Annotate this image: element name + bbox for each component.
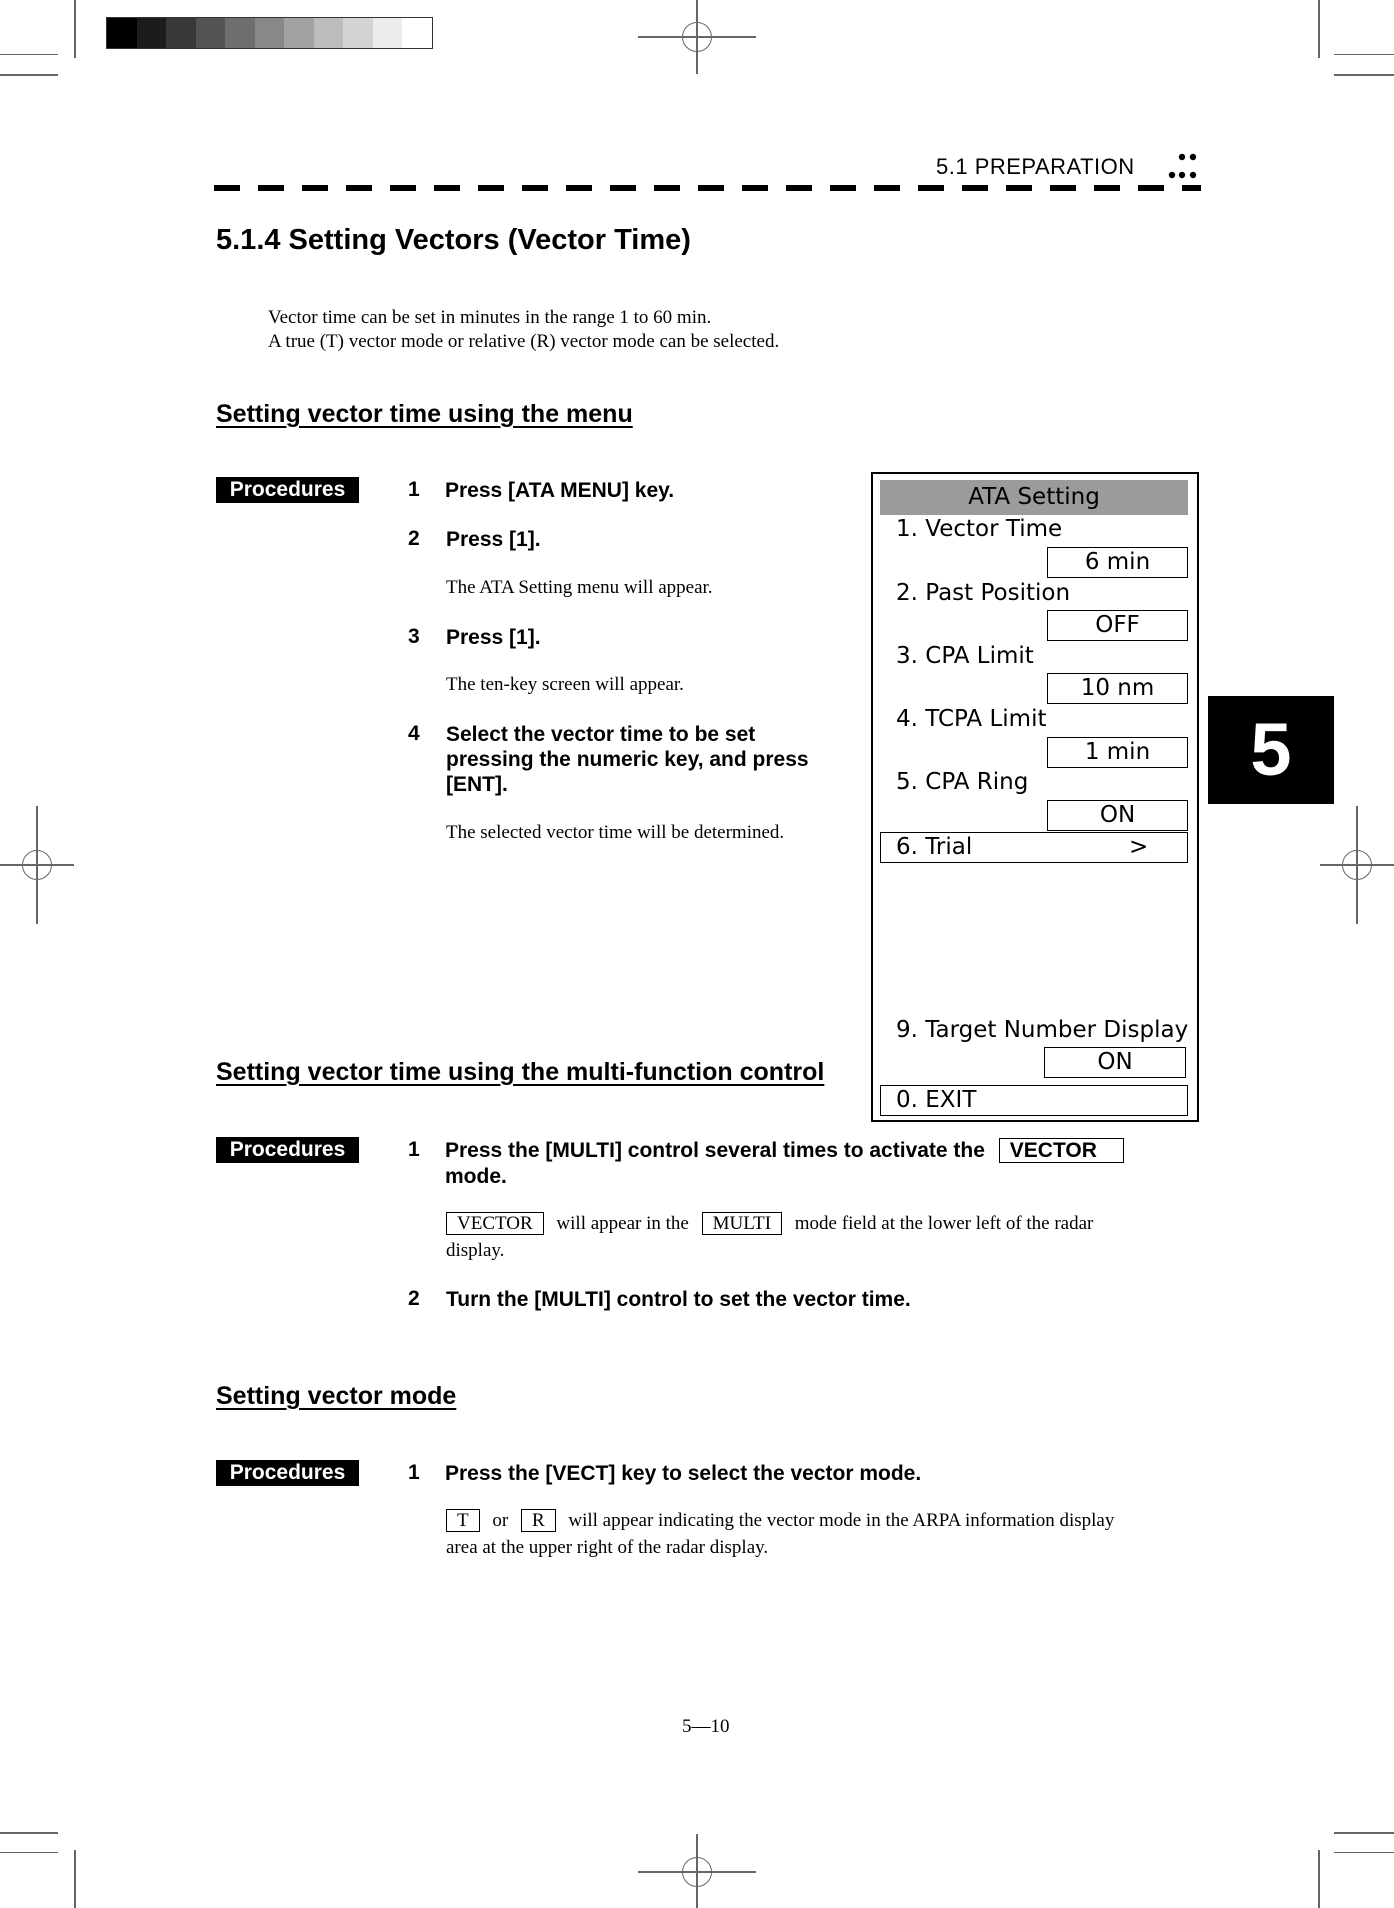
step-text: Press [ATA MENU] key. — [445, 479, 675, 502]
heading-multi-function: Setting vector time using the multi-function control — [216, 1058, 825, 1086]
menu-item-cpa-ring[interactable]: 5. CPA Ring — [896, 769, 1029, 795]
note-text: will appear in the — [556, 1213, 689, 1234]
step-note: display. — [446, 1240, 505, 1261]
menu-item-past-position[interactable]: 2. Past Position — [896, 580, 1071, 606]
procedures-badge: Procedures — [216, 1460, 359, 1486]
header-dots-icon — [1168, 152, 1200, 180]
intro-line-1: Vector time can be set in minutes in the range 1 to 60 min. — [268, 307, 712, 328]
step-text: Press the [VECT] key to select the vector mode. — [445, 1462, 922, 1485]
step-number: 1 — [408, 478, 420, 501]
heading-menu: Setting vector time using the menu — [216, 400, 633, 428]
step-number: 2 — [408, 1287, 420, 1310]
step-number: 1 — [408, 1138, 420, 1161]
procedures-badge: Procedures — [216, 477, 359, 503]
menu-item-tcpa-limit[interactable]: 4. TCPA Limit — [896, 706, 1047, 732]
tcpa-limit-value[interactable]: 1 min — [1047, 737, 1188, 768]
step-note: The ATA Setting menu will appear. — [446, 577, 713, 598]
step-number: 4 — [408, 722, 420, 745]
target-number-display-value[interactable]: ON — [1044, 1047, 1186, 1078]
menu-item-exit[interactable] — [880, 1085, 1188, 1116]
step-note — [446, 1212, 1093, 1236]
r-key-box: R — [521, 1509, 556, 1532]
page-number: 5—10 — [682, 1716, 730, 1737]
step-text: mode. — [445, 1165, 507, 1188]
exit-label: 0. EXIT — [896, 1087, 977, 1113]
vector-time-value[interactable]: 6 min — [1047, 547, 1188, 578]
running-header: 5.1 PREPARATION — [936, 154, 1135, 179]
step-number: 3 — [408, 625, 420, 648]
step-number: 1 — [408, 1461, 420, 1484]
header-rule — [214, 185, 1201, 191]
step-text-line: Select the vector time to be set — [446, 723, 756, 746]
step-note: area at the upper right of the radar display. — [446, 1537, 769, 1558]
vector-key-box: VECTOR — [999, 1138, 1124, 1163]
intro-line-2: A true (T) vector mode or relative (R) vector mode can be selected. — [268, 331, 780, 352]
step-note: The ten-key screen will appear. — [446, 674, 684, 695]
step-note: The selected vector time will be determined. — [446, 822, 785, 843]
cpa-ring-value[interactable]: ON — [1047, 800, 1188, 831]
multi-key-box: MULTI — [702, 1212, 782, 1235]
note-text: or — [492, 1510, 509, 1531]
menu-item-vector-time[interactable]: 1. Vector Time — [896, 516, 1063, 542]
trial-label: 6. Trial — [896, 834, 973, 860]
chapter-tab: 5 — [1208, 696, 1334, 804]
step-text — [445, 1138, 1124, 1164]
menu-item-trial[interactable] — [880, 832, 1188, 863]
chevron-right-icon: > — [1129, 834, 1149, 860]
step-text: Press [1]. — [446, 626, 541, 649]
note-text: will appear indicating the vector mode in the ARPA information display — [568, 1510, 1115, 1531]
t-key-box: T — [446, 1509, 480, 1532]
vector-key-box: VECTOR — [446, 1212, 544, 1235]
step-text-line: [ENT]. — [446, 773, 508, 796]
procedures-badge: Procedures — [216, 1137, 359, 1163]
step-text-line: pressing the numeric key, and press — [446, 748, 809, 771]
cpa-limit-value[interactable]: 10 nm — [1047, 673, 1188, 704]
menu-item-target-number-display[interactable]: 9. Target Number Display — [896, 1017, 1189, 1043]
heading-vector-mode: Setting vector mode — [216, 1382, 457, 1410]
past-position-value[interactable]: OFF — [1047, 610, 1188, 641]
menu-item-cpa-limit[interactable]: 3. CPA Limit — [896, 643, 1034, 669]
note-text: mode field at the lower left of the radar — [794, 1213, 1094, 1234]
step-number: 2 — [408, 527, 420, 550]
step-note — [446, 1509, 1114, 1533]
step-text: Turn the [MULTI] control to set the vector time. — [446, 1288, 911, 1311]
gray-scale-bar — [106, 17, 433, 49]
ata-menu-title: ATA Setting — [880, 480, 1188, 515]
section-title: 5.1.4 Setting Vectors (Vector Time) — [216, 224, 691, 256]
step-text-part: Press the [MULTI] control several times to activate the — [445, 1139, 985, 1162]
step-text: Press [1]. — [446, 528, 541, 551]
